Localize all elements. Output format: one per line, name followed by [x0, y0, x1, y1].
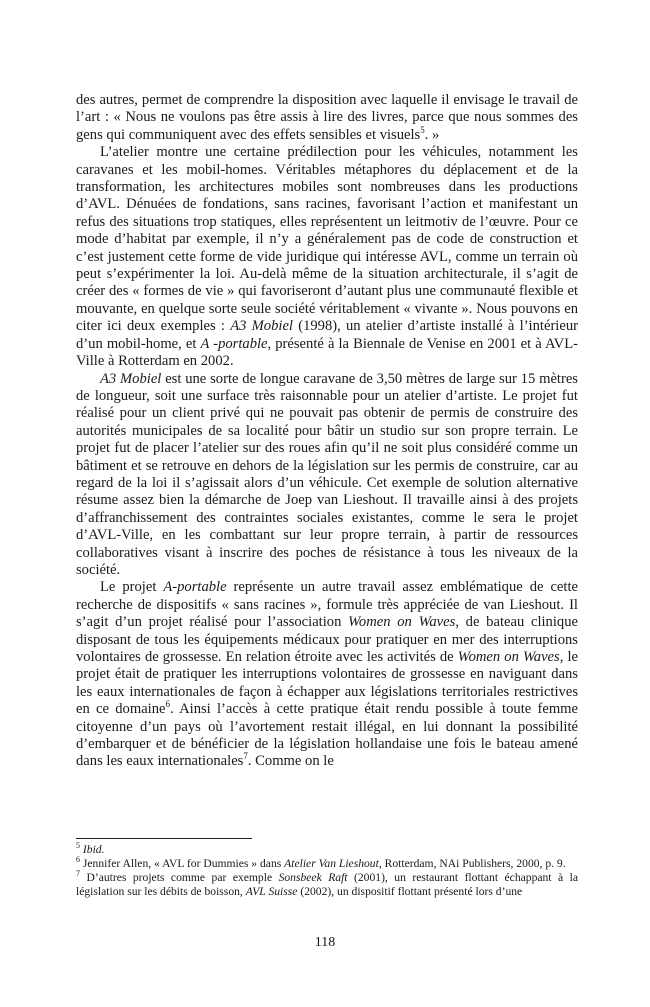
italic-title: Women on Waves — [457, 649, 560, 665]
paragraph-text: , de bateau clinique disposant de tous les équipements médicaux pour pratiquer en mer des interruptions volontaires de grossesse. En relation étroite avec les activités de — [76, 614, 578, 665]
paragraph-text: représente un autre travail assez emblématique de cette recherche de dispositifs « sans racines », formule très appréciée de van Lieshout. Il s’agit d’un projet réalisé pour l’association — [76, 579, 578, 631]
paragraph-text: est une sorte de longue caravane de 3,50 mètres de large sur 15 mètres de longueur, soit une surface très raisonnable pour un atelier d’artiste. Le projet fut réalisé pour un client privé qui ne pouvait pas obtenir de permis de construire des autorités municipales de sa localité pour bâtir un studio sur son propre terrain. Le projet fut de placer l’atelier sur des roues afin qu’il ne soit plus considéré comme un bâtiment et se retrouve en dehors de la législation sur les permis de construire, car au regard de la loi il s’agissait alors d’un véhicule. Cet exemple de solution alternative résume assez bien la démarche de Joep van Lieshout. Il travaille ainsi à des projets d’affranchissement des contraintes sociales existantes, comme le sera le projet d’AVL-Ville, en les combattant sur leur propre terrain, à partir de ressources collaboratives visant à inscrire des poches de résistance à tous les niveaux de la société. — [76, 370, 578, 578]
footnote-number: 6 — [76, 855, 80, 865]
italic-title: Women on Waves — [348, 614, 456, 631]
footnote-number: 5 — [76, 841, 80, 851]
footnote-5 — [76, 843, 578, 857]
footnote-text: (2001), un restaurant flottant échappant à la législation sur les débits de boisson, — [76, 871, 579, 898]
footnote-6 — [76, 857, 578, 871]
paragraph-text: , présenté à la Biennale de Venise en 2001 et à AVL-Ville à Rotterdam en 2002. — [76, 335, 578, 370]
footnote-text: , Rotterdam, NAi Publishers, 2000, p. 9. — [378, 857, 566, 870]
italic-title: A-portable — [163, 579, 227, 596]
paragraph-1 — [76, 92, 578, 144]
page-number: 118 — [314, 935, 336, 950]
footnote-divider — [76, 838, 252, 839]
italic-title: Sonsbeek Raft — [278, 871, 348, 884]
footnote-text: Jennifer Allen, « AVL for Dummies » dans — [80, 857, 285, 870]
paragraph-4 — [76, 579, 578, 770]
paragraph-3 — [76, 371, 578, 580]
footnote-ref: 6 — [165, 699, 170, 710]
footnote-ref: 5 — [420, 124, 425, 135]
body-text — [76, 92, 578, 771]
paragraph-text: Le projet — [100, 579, 164, 596]
footnote-text: (2002), un dispositif flottant présenté lors d’une — [297, 885, 523, 898]
italic-title: AVL Suisse — [245, 885, 298, 898]
paragraph-text: des autres, permet de comprendre la disposition avec laquelle il envisage le travail de l’art : « Nous ne voulons pas être assis à lire des livres, parce que nous sommes des gens qui communiquent avec des effets sensibles et visuels — [76, 92, 578, 143]
paragraph-text: . » — [424, 126, 440, 143]
italic-title: Atelier Van Lieshout — [284, 857, 379, 870]
footnotes — [76, 843, 578, 899]
footnote-ref: 7 — [243, 751, 248, 762]
paragraph-text: L’atelier montre une certaine prédilection pour les véhicules, notamment les caravanes et les mobil-homes. Véritables métaphores du déplacement et de la transformation, les architectures mobiles sont nombreuses dans les productions d’AVL. Dénuées de fondations, sans racines, favorisant l’action et manifestant un refus des situations trop statiques, elles représentent un leitmotiv de l’œuvre. Pour ce mode d’habitat par exemple, il n’y a généralement pas de code de construction et c’est justement cette forme de vide juridique qui intéresse AVL, comme un terrain où peut s’expérimenter la loi. Au-delà même de la situation architecturale, il s’agit de créer des « formes de vie » qui favoriseront d’autant plus une communauté flexible et mouvante, en quelque sorte seule société véritablement « vivante ». Nous pouvons en citer ici deux exemples : — [76, 144, 578, 335]
footnote-text: D’autres projets comme par exemple — [80, 871, 279, 884]
italic-title: Ibid. — [82, 843, 105, 856]
italic-title: A3 Mobiel — [230, 318, 293, 335]
paragraph-text: (1998), un atelier d’artiste installé à l’intérieur d’un mobil-home, et — [76, 318, 578, 352]
paragraph-2 — [76, 144, 578, 370]
italic-title: A3 Mobiel — [100, 370, 162, 387]
paragraph-text: . Ainsi l’accès à cette pratique était rendu possible à toute femme citoyenne d’un pays où l’avortement restait illégal, en lui donnant la possibilité d’embarquer et de bénéficier de la législation hollandaise une fois le bateau amené dans les eaux internationales — [76, 701, 578, 770]
paragraph-text: . Comme on le — [247, 753, 334, 770]
paragraph-text: , le projet était de pratiquer les interruptions volontaires de grossesse en naviguant dans les eaux internationales de façon à échapper aux législations territoriales restrictives en ce domaine — [76, 649, 578, 718]
italic-title: A -portable — [200, 335, 268, 352]
footnote-number: 7 — [76, 869, 80, 879]
footnote-7 — [76, 871, 578, 899]
